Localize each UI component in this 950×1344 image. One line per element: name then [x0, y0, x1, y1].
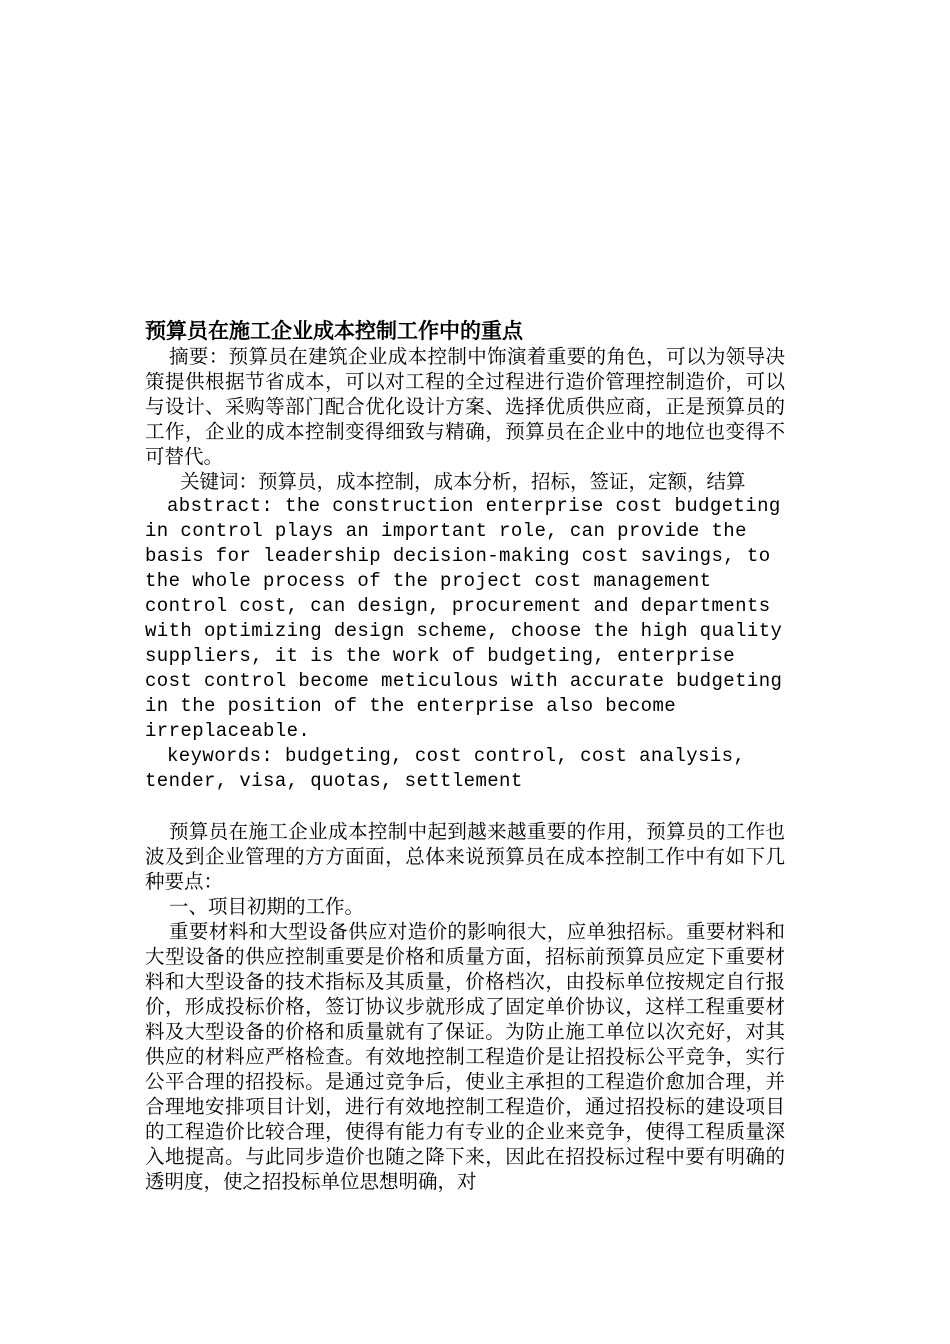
keywords-en: keywords: budgeting, cost control, cost analysis, tender, visa, quotas, settlement [145, 745, 746, 792]
abstract-cn: 摘要：预算员在建筑企业成本控制中饰演着重要的角色，可以为领导决策提供根据节省成本，可以对工程的全过程进行造价管理控制造价，可以与设计、采购等部门配合优化设计方案、选择优质供应商，正是预算员的工作，企业的成本控制变得细致与精确，预算员在企业中的地位也变得不可替代。 [145, 345, 785, 468]
intro-paragraph: 预算员在施工企业成本控制中起到越来越重要的作用，预算员的工作也波及到企业管理的方方面面，总体来说预算员在成本控制工作中有如下几种要点： [145, 820, 785, 893]
section-1-heading: 一、项目初期的工作。 [169, 895, 365, 918]
blank-line [145, 794, 785, 819]
abstract-en: abstract: the construction enterprise cost budgeting in control plays an important role, can provide the basis for leadership decision-making cost savings, to the whole process of the project cost management control cost, can design, procurement and departments with optimizing design scheme, choose the high quality suppliers, it is the work of budgeting, enterprise cost control become meticulous with accurate budgeting in the position of the enterprise also become irreplaceable. [145, 495, 783, 742]
document-title: 预算员在施工企业成本控制工作中的重点 [145, 318, 523, 343]
section-1-body: 重要材料和大型设备供应对造价的影响很大，应单独招标。重要材料和大型设备的供应控制重要是价格和质量方面，招标前预算员应定下重要材料和大型设备的技术指标及其质量，价格档次，由投标单位按规定自行报价，形成投标价格，签订协议步就形成了固定单价协议，这样工程重要材料及大型设备的价格和质量就有了保证。为防止施工单位以次充好，对其供应的材料应严格检查。有效地控制工程造价是让招投标公平竞争，实行公平合理的招投标。是通过竞争后，使业主承担的工程造价愈加合理，并合理地安排项目计划，进行有效地控制工程造价，通过招投标的建设项目的工程造价比较合理，使得有能力有专业的企业来竞争，使得工程质量深入地提高。与此同步造价也随之降下来，因此在招投标过程中要有明确的透明度，使之招投标单位思想明确，对 [145, 920, 785, 1193]
keywords-cn: 关键词：预算员，成本控制，成本分析，招标，签证，定额，结算 [180, 470, 746, 493]
document-page [145, 318, 785, 1194]
